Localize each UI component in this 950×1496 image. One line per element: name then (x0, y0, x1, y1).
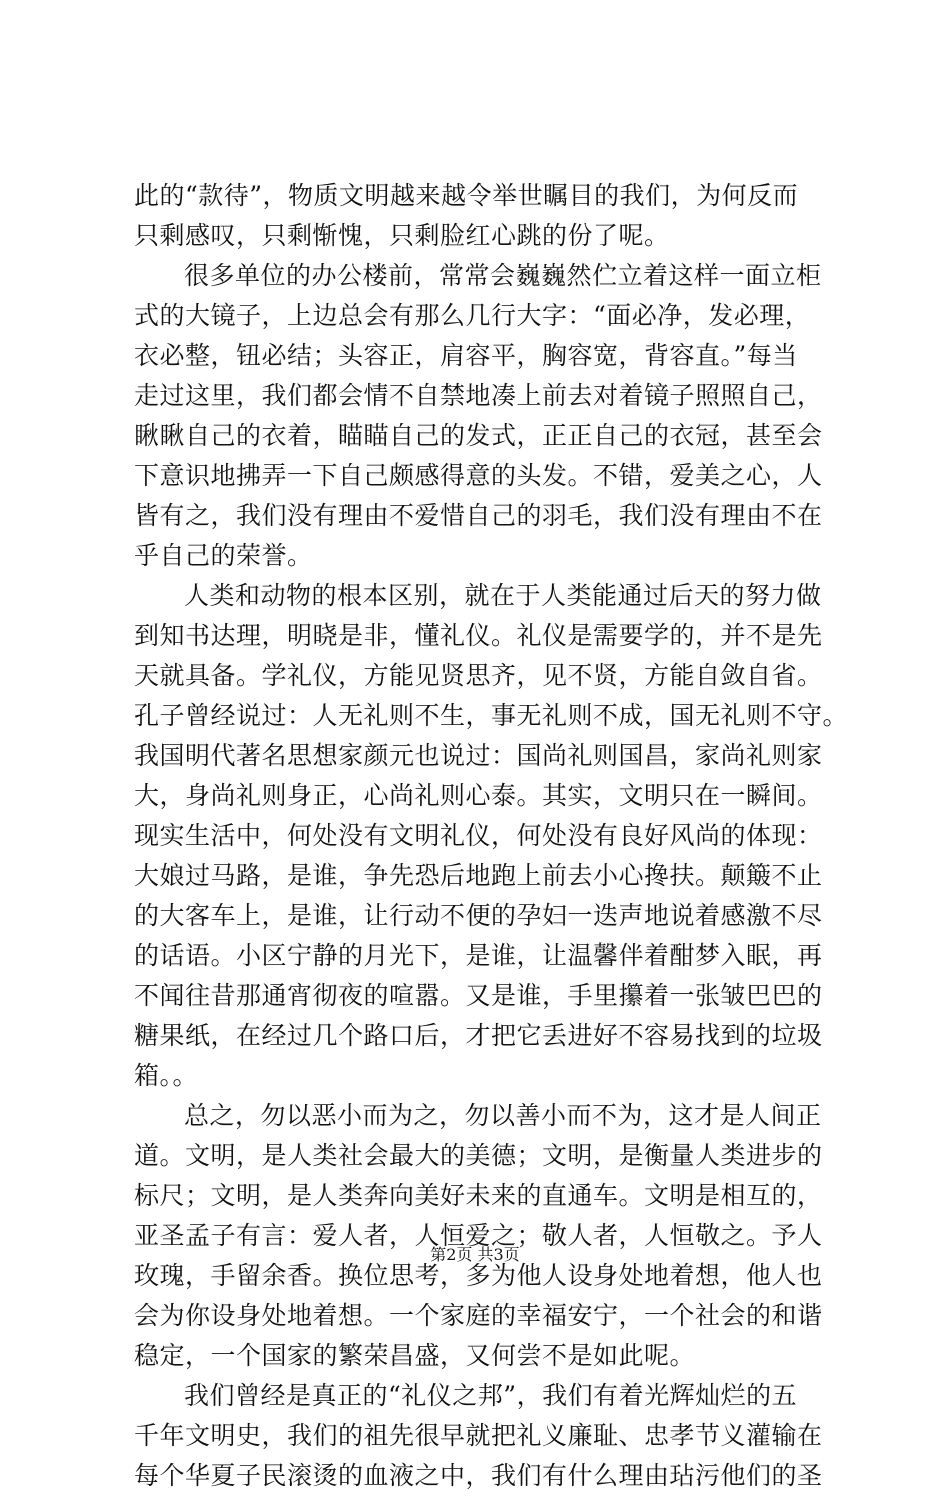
text-line: 我们曾经是真正的“礼仪之邦”，我们有着光辉灿烂的五 (184, 1381, 798, 1410)
body-text (134, 176, 849, 1496)
text-line: 千年文明史，我们的祖先很早就把礼义廉耻、忠孝节义灌输在 (134, 1421, 823, 1450)
text-line: 现实生活中，何处没有文明礼仪，何处没有良好风尚的体现： (134, 821, 823, 850)
text-line: 衣必整，钮必结；头容正，肩容平，胸容宽，背容直。”每当 (134, 341, 798, 370)
text-line: 皆有之，我们没有理由不爱惜自己的羽毛，我们没有理由不在 (134, 501, 823, 530)
text-line: 到知书达理，明晓是非，懂礼仪。礼仪是需要学的，并不是先 (134, 621, 823, 650)
text-line: 亚圣孟子有言：爱人者，人恒爱之；敬人者，人恒敬之。予人 (134, 1221, 823, 1250)
text-line: 每个华夏子民滚烫的血液之中，我们有什么理由玷污他们的圣 (134, 1461, 823, 1490)
text-line: 箱。。 (134, 1061, 199, 1090)
text-line: 标尺；文明，是人类奔向美好未来的直通车。文明是相互的， (134, 1181, 823, 1210)
text-line: 道。文明，是人类社会最大的美德；文明，是衡量人类进步的 (134, 1141, 823, 1170)
text-line: 孔子曾经说过：人无礼则不生，事无礼则不成，国无礼则不守。 (134, 701, 849, 730)
text-line: 大娘过马路，是谁，争先恐后地跑上前去小心搀扶。颠簸不止 (134, 861, 823, 890)
text-line: 总之，勿以恶小而为之，勿以善小而不为，这才是人间正 (184, 1101, 822, 1130)
text-line: 的话语。小区宁静的月光下，是谁，让温馨伴着酣梦入眠，再 (134, 941, 823, 970)
text-line: 玫瑰，手留余香。换位思考，多为他人设身处地着想，他人也 (134, 1261, 823, 1290)
text-line: 此的“款待”，物质文明越来越令举世瞩目的我们，为何反而 (134, 181, 799, 210)
text-line: 大，身尚礼则身正，心尚礼则心泰。其实，文明只在一瞬间。 (134, 781, 823, 810)
text-line: 稳定，一个国家的繁荣昌盛，又何尝不是如此呢。 (134, 1341, 696, 1370)
text-line: 不闻往昔那通宵彻夜的喧嚣。又是谁，手里攥着一张皱巴巴的 (134, 981, 823, 1010)
text-line: 走过这里，我们都会情不自禁地凑上前去对着镜子照照自己， (134, 381, 823, 410)
text-line: 式的大镜子，上边总会有那么几行大字：“面必净，发必理， (134, 301, 811, 330)
text-line: 我国明代著名思想家颜元也说过：国尚礼则国昌，家尚礼则家 (134, 741, 823, 770)
page-number-footer: 第2页 共3页 (430, 1245, 520, 1264)
text-line: 瞅瞅自己的衣着，瞄瞄自己的发式，正正自己的衣冠，甚至会 (134, 421, 823, 450)
text-line: 下意识地拂弄一下自己颇感得意的头发。不错，爱美之心，人 (134, 461, 823, 490)
text-line: 人类和动物的根本区别，就在于人类能通过后天的努力做 (184, 581, 822, 610)
text-line: 糖果纸，在经过几个路口后，才把它丢进好不容易找到的垃圾 (134, 1021, 823, 1050)
text-line: 天就具备。学礼仪，方能见贤思齐，见不贤，方能自敛自省。 (134, 661, 823, 690)
text-line: 只剩感叹，只剩惭愧，只剩脸红心跳的份了呢。 (134, 221, 670, 250)
text-line: 乎自己的荣誉。 (134, 541, 313, 570)
text-line: 很多单位的办公楼前，常常会巍巍然伫立着这样一面立柜 (184, 261, 822, 290)
text-line: 的大客车上，是谁，让行动不便的孕妇一迭声地说着感激不尽 (134, 901, 823, 930)
text-line: 会为你设身处地着想。一个家庭的幸福安宁，一个社会的和谐 (134, 1301, 823, 1330)
